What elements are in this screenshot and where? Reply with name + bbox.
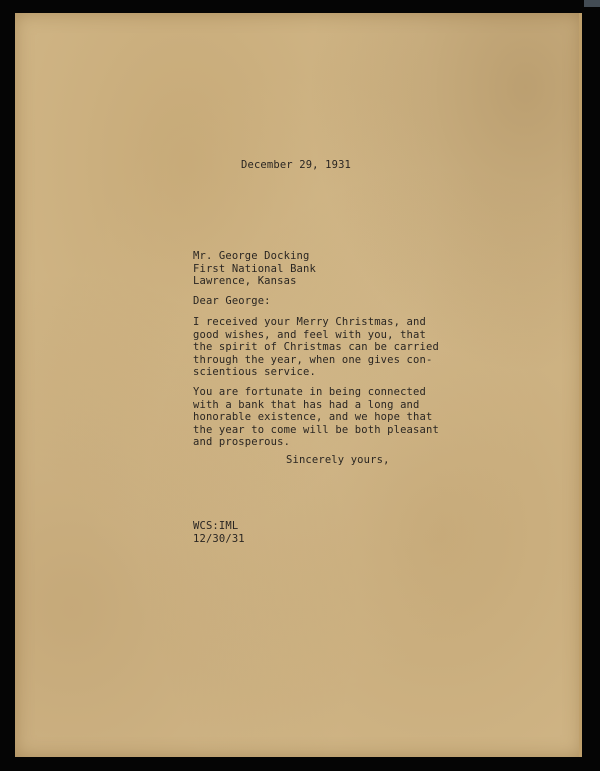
paragraph-line: good wishes, and feel with you, that — [193, 328, 426, 341]
address-line: Lawrence, Kansas — [193, 275, 297, 288]
paragraph-line: and prosperous. — [193, 436, 291, 449]
paragraph-line: scientious service. — [193, 366, 316, 379]
paragraph-line: honorable existence, and we hope that — [193, 411, 433, 424]
reference-line: 12/30/31 — [193, 532, 245, 545]
corner-mark — [584, 0, 600, 7]
paragraph-line: through the year, when one gives con- — [193, 353, 433, 366]
paragraph-line: the year to come will be both pleasant — [193, 423, 439, 436]
page-edge — [579, 13, 582, 757]
reference-line: WCS:IML — [193, 520, 239, 532]
paragraph-line: You are fortunate in being connected — [193, 386, 426, 398]
letter-page — [15, 13, 582, 757]
paragraph-2 — [193, 386, 439, 449]
letter-date: December 29, 1931 — [241, 159, 352, 171]
paragraph-line: I received your Merry Christmas, and — [193, 316, 426, 328]
closing: Sincerely yours, — [286, 454, 390, 466]
address-line: Mr. George Docking — [193, 250, 310, 262]
salutation: Dear George: — [193, 295, 271, 307]
paragraph-1 — [193, 316, 439, 379]
paragraph-line: with a bank that has had a long and — [193, 398, 420, 411]
recipient-address — [193, 250, 316, 288]
paragraph-line: the spirit of Christmas can be carried — [193, 341, 439, 354]
reference-initials — [193, 520, 245, 545]
address-line: First National Bank — [193, 262, 316, 275]
